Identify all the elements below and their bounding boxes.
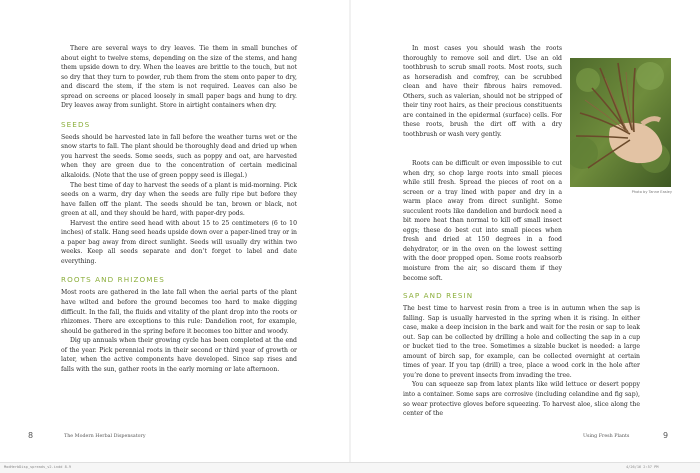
paragraph-roots-1: Most roots are gathered in the late fall when the aerial parts of the plant have wilted and before the ground becomes too hard to make digging difficult. In the fall, the fluids and vitality of the plant drop into the roots or rhizomes. There are exceptions to this rule: Dandelion root, for example, should be gathered in the spring before it becomes too bitter and woody. xyxy=(61,289,297,335)
section-heading-roots: ROOTS AND RHIZOMES xyxy=(61,275,165,285)
paragraph-dry-roots: Roots can be difficult or even impossible to cut when dry, so chop large roots into small pieces while still fresh. Spread the pieces of root on a screen or a tray lined with paper and dry in a warm place away from direct sunlight. Some succulent roots like dandelion and burdock need a bit more heat than normal to kill off small insect eggs; these do best cut into small pieces when fresh and dried at 150 degrees in a food dehydrator, or in the oven on the lowest setting with the door propped open. Some roots reabsorb moisture from the air, so discard them if they become soft. xyxy=(403,160,562,282)
left-page xyxy=(0,0,349,462)
roots-photo xyxy=(570,58,671,187)
paragraph-seeds-2: The best time of day to harvest the seeds of a plant is mid-morning. Pick seeds on a warm, dry day when the seeds are fully ripe but before they have fallen off the plant. The seeds should be tan, brown or black, not green at all, and they should be hard, with paper-dry pods. xyxy=(61,181,297,218)
section-heading-seeds: SEEDS xyxy=(61,119,91,129)
paragraph-seeds-1: Seeds should be harvested late in fall before the weather turns wet or the snow starts to fall. The plant should be thoroughly dead and dried up when you harvest the seeds. Some seeds, such as poppy and oat, are harvested when they are green due to the concentration of certain medicinal alkaloids. (Note that the use of green poppy seed is illegal.) xyxy=(61,133,297,180)
paragraph-sap-1: The best time to harvest resin from a tree is in autumn when the sap is falling. Sap is usually harvested in the spring when it is rising. In either case, make a deep incision in the bark and wait for the resin or sap to leak out. Sap can be collected by drilling a hole and collecting the sap in a cup or bucket tied to the tree. Sometimes a sizable bucket is needed: a large amount of birch sap, for example, can be collected overnight at certain times of year. If you tap (drill) a tree, place a wood cork in the hole after you’re done to prevent insects from invading the tree. xyxy=(403,305,640,379)
paragraph-seeds-3: Harvest the entire seed head with about 15 to 25 centimeters (6 to 10 inches) of stalk. Hang seed heads upside down over a paper-lined tray or in a paper bag away from direct sunlight. Seeds will usually dry within two weeks. Keep all seeds separate and don’t forget to label and date everything. xyxy=(61,219,297,265)
hand-holding-roots-image xyxy=(570,58,671,187)
running-head-left: The Modern Herbal Dispensatory xyxy=(64,434,146,439)
right-page xyxy=(351,0,700,462)
page-number-right: 9 xyxy=(663,431,669,440)
slug-date: 4/26/16 2:57 PM xyxy=(626,465,659,469)
paragraph-wash-roots: In most cases you should wash the roots thoroughly to remove soil and dirt. Use an old toothbrush to scrub small roots. Most roots, such as horseradish and comfrey, can be scrubbed clean and have their fibrous hairs removed. Others, such as valerian, should not be stripped of their tiny root hairs, as their precious constituents are contained in the epidermal (surface) cells. For these roots, brush the dirt off with a dry toothbrush or wash very gently. xyxy=(403,45,562,138)
paragraph-dry-leaves: There are several ways to dry leaves. Tie them in small bunches of about eight to twelve stems, depending on the size of the stems, and hang them upside down to dry. When the leaves are brittle to the touch, but not so dry that they turn to powder, rub them from the stem onto paper to dry, and discard the stem, if the stem is not required. Leaves can also be spread on screens or placed loosely in small paper bags and hung to dry. Dry leaves away from sunlight. Store in airtight containers when dry. xyxy=(61,45,297,110)
right-top-column xyxy=(403,44,562,139)
page-number-left: 8 xyxy=(28,431,34,440)
print-slug-bar xyxy=(0,462,700,473)
right-main-column xyxy=(403,159,640,419)
paragraph-roots-2: Dig up annuals when their growing cycle has been completed at the end of the year. Pick perennial roots in their second or third year of growth or later, when the active components have developed. Since sap rises and falls with the sun, gather roots in the early morning or late afternoon. xyxy=(61,337,297,373)
section-heading-sap: SAP AND RESIN xyxy=(403,291,474,301)
running-head-right: Using Fresh Plants xyxy=(583,434,630,439)
photo-credit: Photo by Tanne Easley xyxy=(631,190,672,194)
paragraph-sap-2: You can squeeze sap from latex plants like wild lettuce or desert poppy into a container. Some saps are corrosive (including celandine and fig sap), so wear protective gloves before squeezing. To harvest aloe, slice along the center of the xyxy=(403,381,640,418)
slug-filename: ModHerbDisp_spreads_v2.indd 8-9 xyxy=(4,465,72,469)
left-column xyxy=(61,44,297,374)
